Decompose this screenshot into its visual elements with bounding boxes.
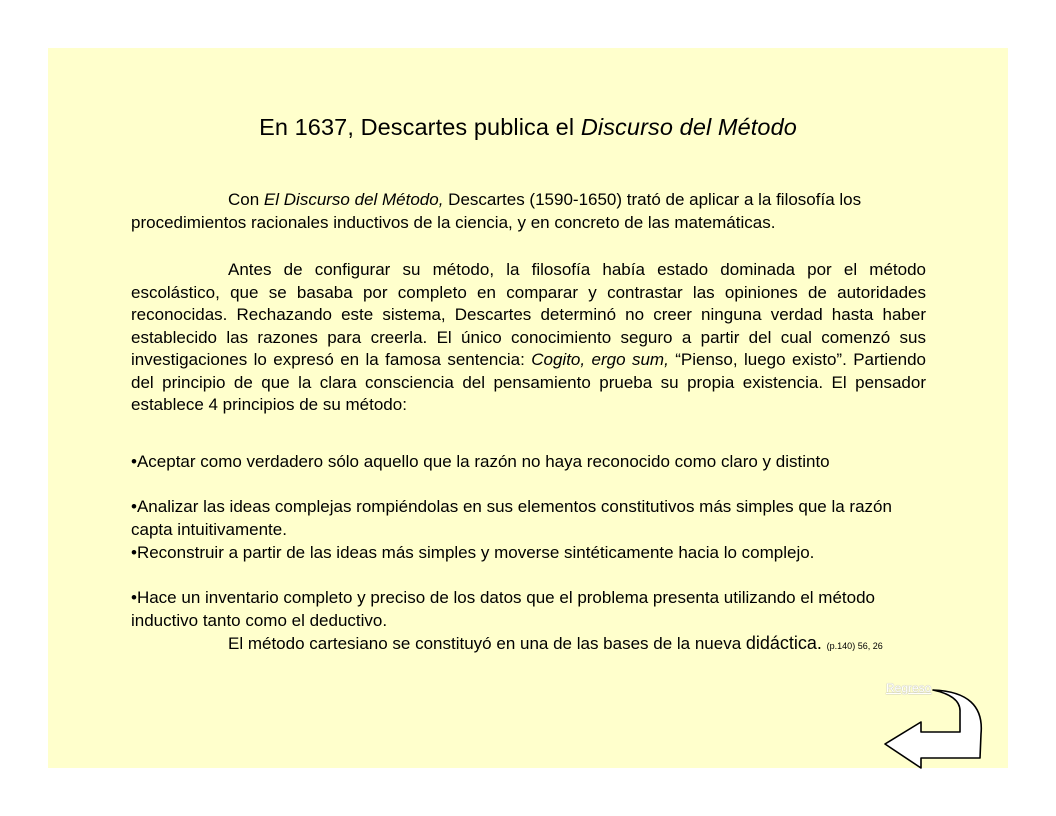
title-text: En 1637, Descartes publica el — [259, 114, 581, 140]
intro-text: Con — [228, 190, 264, 209]
method-italic: Cogito, ergo sum, — [531, 350, 669, 369]
page-reference: (p.140) 56, 26 — [826, 641, 883, 651]
return-arrow-icon[interactable] — [881, 688, 991, 772]
paragraph-intro — [131, 189, 926, 234]
conclusion-word: didáctica. — [745, 633, 822, 653]
principle-item: •Aceptar como verdadero sólo aquello que la razón no haya reconocido como claro y distinto — [131, 452, 830, 471]
return-link[interactable]: Regreso — [886, 681, 932, 695]
conclusion-text: El método cartesiano se constituyó en una de las bases de la nueva — [228, 634, 746, 653]
principle-item: •Reconstruir a partir de las ideas más simples y moverse sintéticamente hacia lo complejo. — [131, 543, 815, 562]
slide-title — [48, 114, 1008, 141]
method-text: Antes de configurar su método, la filosofía había estado dominada por el método escolástico, que se basaba por completo en comparar y contrastar las opiniones de autoridades reconocidas. Rechazando este sistema, Descartes determinó no creer ninguna verdad hasta haber establecido las razones para creerla. El único conocimiento seguro a partir del cual comenzó sus investigaciones lo expresó en la famosa sentencia: — [131, 260, 926, 369]
intro-italic: El Discurso del Método, — [263, 190, 444, 209]
title-italic-text: Discurso del Método — [580, 114, 797, 140]
principle-item: •Analizar las ideas complejas rompiéndolas en sus elementos constitutivos más simples que la razón capta intuitivamente. — [131, 497, 892, 539]
intro-text-rest: Descartes (1590-1650) trató de aplicar a la filosofía los procedimientos racionales inductivos de la ciencia, y en concreto de las matemáticas. — [131, 190, 862, 232]
paragraph-conclusion — [131, 632, 926, 658]
principle-item: •Hace un inventario completo y preciso de los datos que el problema presenta utilizando el método inductivo tanto como el deductivo. — [131, 588, 875, 630]
method-text-rest: “Pienso, luego existo”. Partiendo del principio de que la clara consciencia del pensamiento prueba su propia existencia. El pensador establece 4 principios de su método: — [131, 350, 926, 414]
slide — [48, 48, 1008, 768]
paragraph-method — [131, 259, 926, 417]
